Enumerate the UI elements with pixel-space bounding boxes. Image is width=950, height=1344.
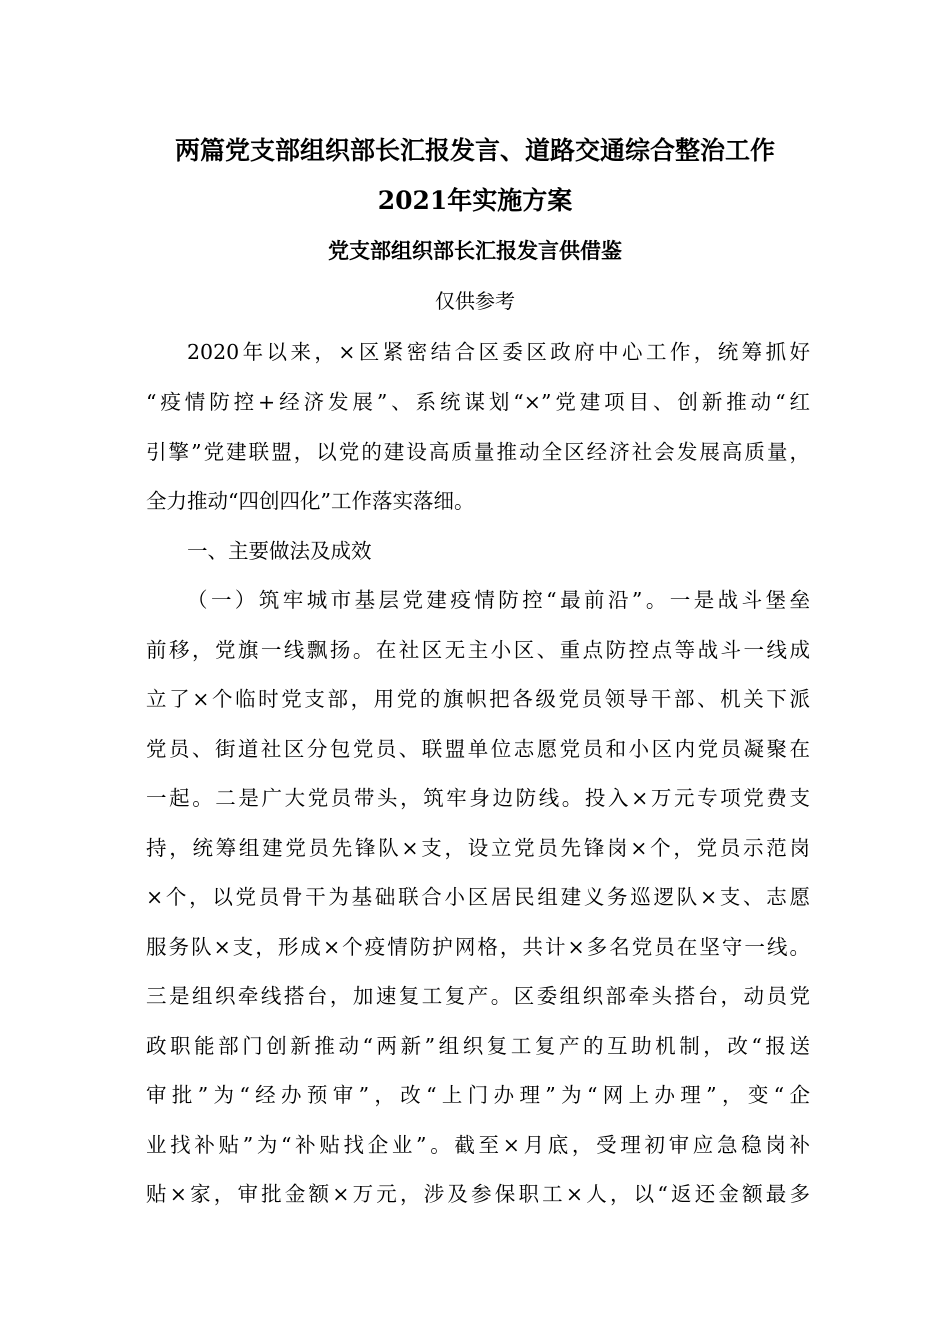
document-title-line-2: 2021年实施方案 [377,186,573,215]
body-line-13: 服务队×支，形成×个疫情防护网格，共计×多名党员在坚守一线。 [146,935,810,959]
body-line-15: 政职能部门创新推动“两新”组织复工复产的互助机制，改“报送 [146,1034,810,1058]
body-line-4: 全力推动“四创四化”工作落实落细。 [146,489,475,513]
body-line-18: 贴×家，审批金额×万元，涉及参保职工×人，以“返还金额最多 [146,1182,810,1206]
document-title-line-1: 两篇党支部组织部长汇报发言、道路交通综合整治工作 [174,136,775,165]
reference-note: 仅供参考 [435,289,515,313]
body-line-10: 一起。二是广大党员带头，筑牢身边防线。投入×万元专项党费支 [146,786,810,810]
body-line-9: 党员、街道社区分包党员、联盟单位志愿党员和小区内党员凝聚在 [146,737,810,761]
body-line-14: 三是组织牵线搭台，加速复工复产。区委组织部牵头搭台，动员党 [146,984,810,1008]
body-line-8: 立了×个临时党支部，用党的旗帜把各级党员领导干部、机关下派 [146,687,810,711]
section-subtitle: 党支部组织部长汇报发言供借鉴 [328,238,622,263]
body-line-12: ×个，以党员骨干为基础联合小区居民组建义务巡逻队×支、志愿 [146,885,810,909]
body-line-11: 持，统筹组建党员先锋队×支，设立党员先锋岗×个，党员示范岗 [146,836,810,860]
body-line-2: “疫情防控+经济发展”、系统谋划“×”党建项目、创新推动“红 [146,390,810,414]
body-line-1: 2020年以来，×区紧密结合区委区政府中心工作，统筹抓好 [187,340,810,364]
body-line-6: （一）筑牢城市基层党建疫情防控“最前沿”。一是战斗堡垒 [187,588,810,612]
body-line-17: 业找补贴”为“补贴找企业”。截至×月底，受理初审应急稳岗补 [146,1133,810,1157]
section-heading-1: 一、主要做法及成效 [187,539,372,563]
body-line-7: 前移，党旗一线飘扬。在社区无主小区、重点防控点等战斗一线成 [146,638,810,662]
body-line-3: 引擎”党建联盟，以党的建设高质量推动全区经济社会发展高质量， [146,440,810,464]
body-line-16: 审批”为“经办预审”，改“上门办理”为“网上办理”，变“企 [146,1083,810,1107]
